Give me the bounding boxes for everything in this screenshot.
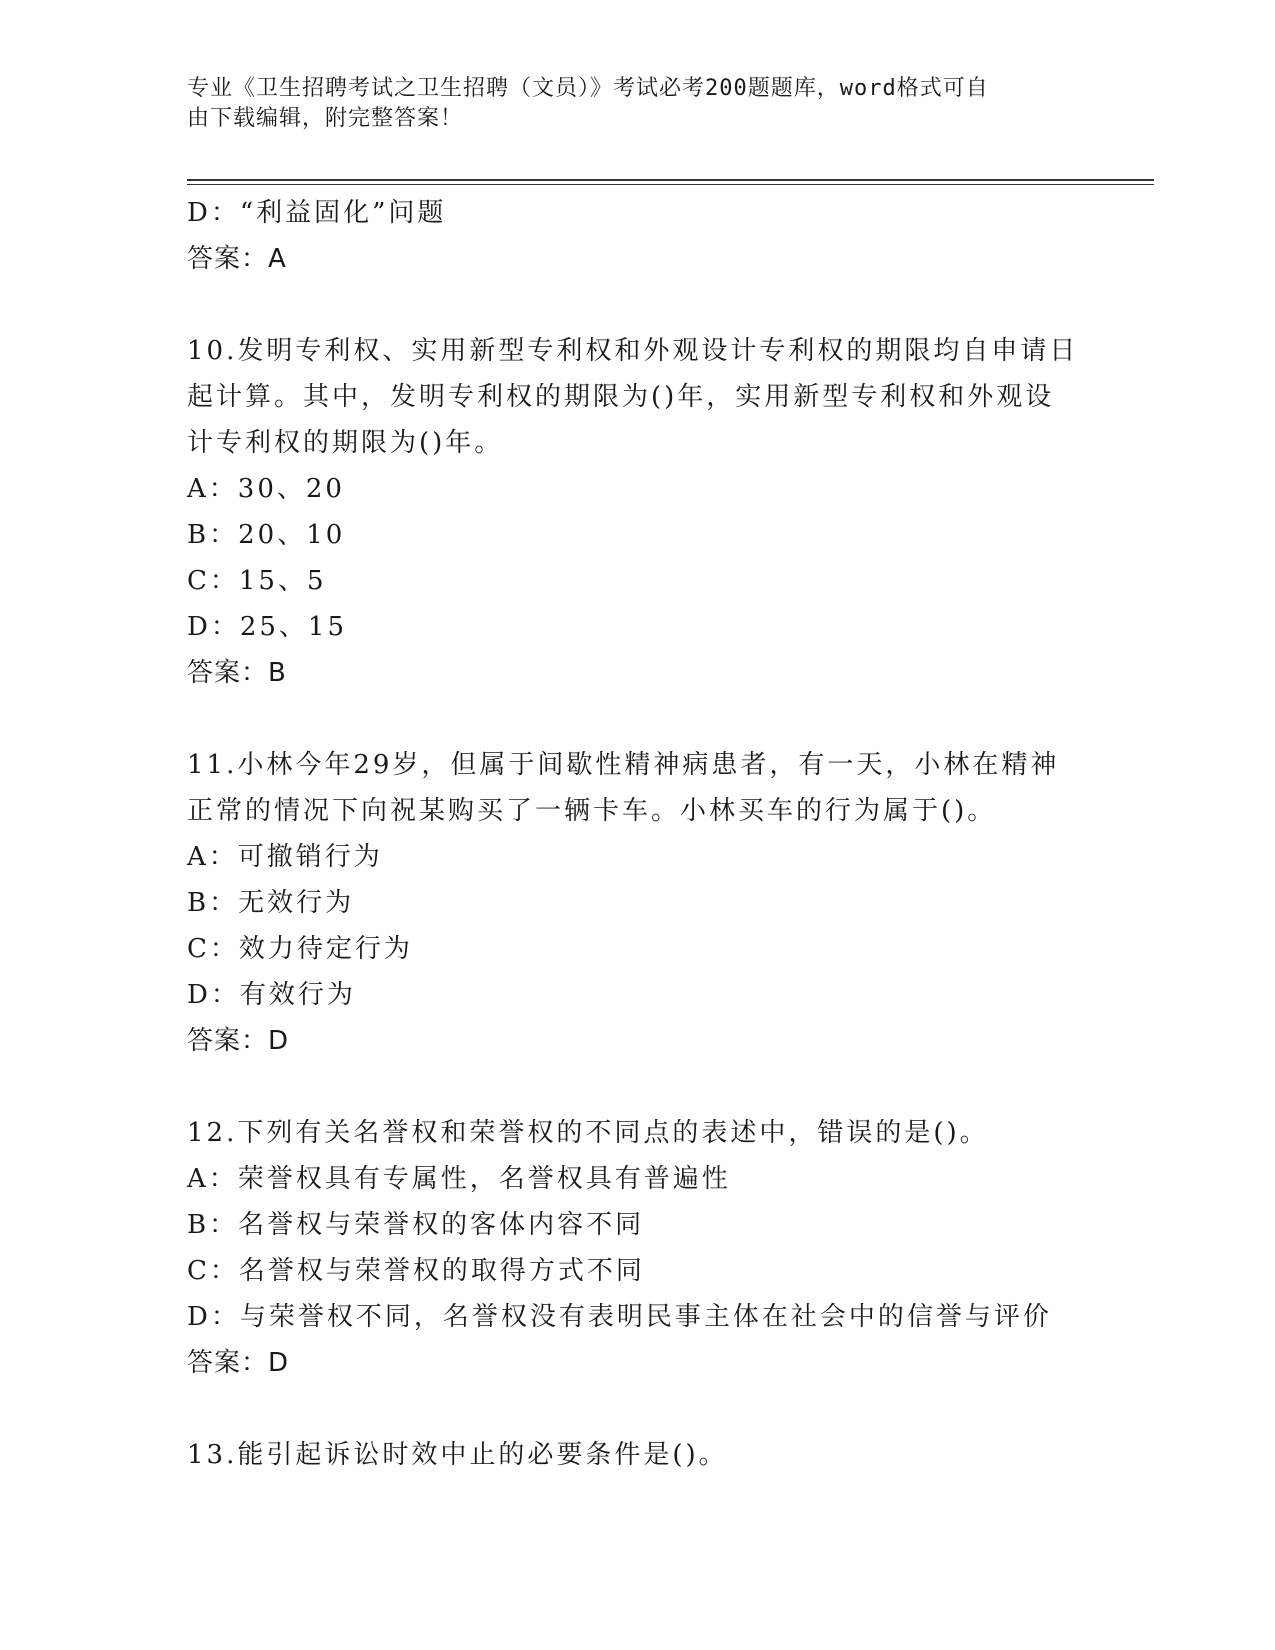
q12-option-a: A：荣誉权具有专属性，名誉权具有普遍性 [187, 1164, 731, 1194]
q11-stem-line-1: 11.小林今年29岁，但属于间歇性精神病患者，有一天，小林在精神 [187, 750, 1060, 780]
q12-answer: 答案：D [187, 1348, 290, 1378]
q10-stem-line-2: 起计算。其中，发明专利权的期限为()年，实用新型专利权和外观设 [187, 382, 1055, 412]
q11-answer: 答案：D [187, 1026, 290, 1056]
q10-answer: 答案：B [187, 658, 287, 688]
prev-option-d: D：“利益固化”问题 [187, 198, 447, 228]
header-line-2: 由下载编辑，附完整答案！ [187, 106, 464, 131]
q12-stem-line-1: 12.下列有关名誉权和荣誉权的不同点的表述中，错误的是()。 [187, 1118, 989, 1148]
document-header [187, 74, 1067, 134]
header-divider-thick [187, 179, 1154, 181]
q10-stem-line-1: 10.发明专利权、实用新型专利权和外观设计专利权的期限均自申请日 [187, 336, 1079, 366]
q10-option-d: D：25、15 [187, 612, 348, 642]
q11-stem-line-2: 正常的情况下向祝某购买了一辆卡车。小林买车的行为属于()。 [187, 796, 997, 826]
q12-option-d: D：与荣誉权不同，名誉权没有表明民事主体在社会中的信誉与评价 [187, 1302, 1052, 1332]
q12-option-b: B：名誉权与荣誉权的客体内容不同 [187, 1210, 645, 1240]
q11-option-b: B：无效行为 [187, 888, 355, 918]
q10-option-a: A：30、20 [187, 474, 345, 504]
q10-stem-line-3: 计专利权的期限为()年。 [187, 428, 504, 458]
q13-stem-line-1: 13.能引起诉讼时效中止的必要条件是()。 [187, 1440, 728, 1470]
header-line-1: 专业《卫生招聘考试之卫生招聘（文员）》考试必考200题题库，word格式可自 [187, 76, 989, 101]
question-content [187, 190, 1087, 1478]
q11-option-d: D：有效行为 [187, 980, 356, 1010]
q11-option-a: A：可撤销行为 [187, 842, 383, 872]
header-divider-thin [187, 184, 1154, 185]
q10-option-b: B：20、10 [187, 520, 346, 550]
q11-option-c: C：效力待定行为 [187, 934, 413, 964]
q10-option-c: C：15、5 [187, 566, 327, 596]
prev-answer: 答案：A [187, 244, 287, 274]
q12-option-c: C：名誉权与荣誉权的取得方式不同 [187, 1256, 645, 1286]
